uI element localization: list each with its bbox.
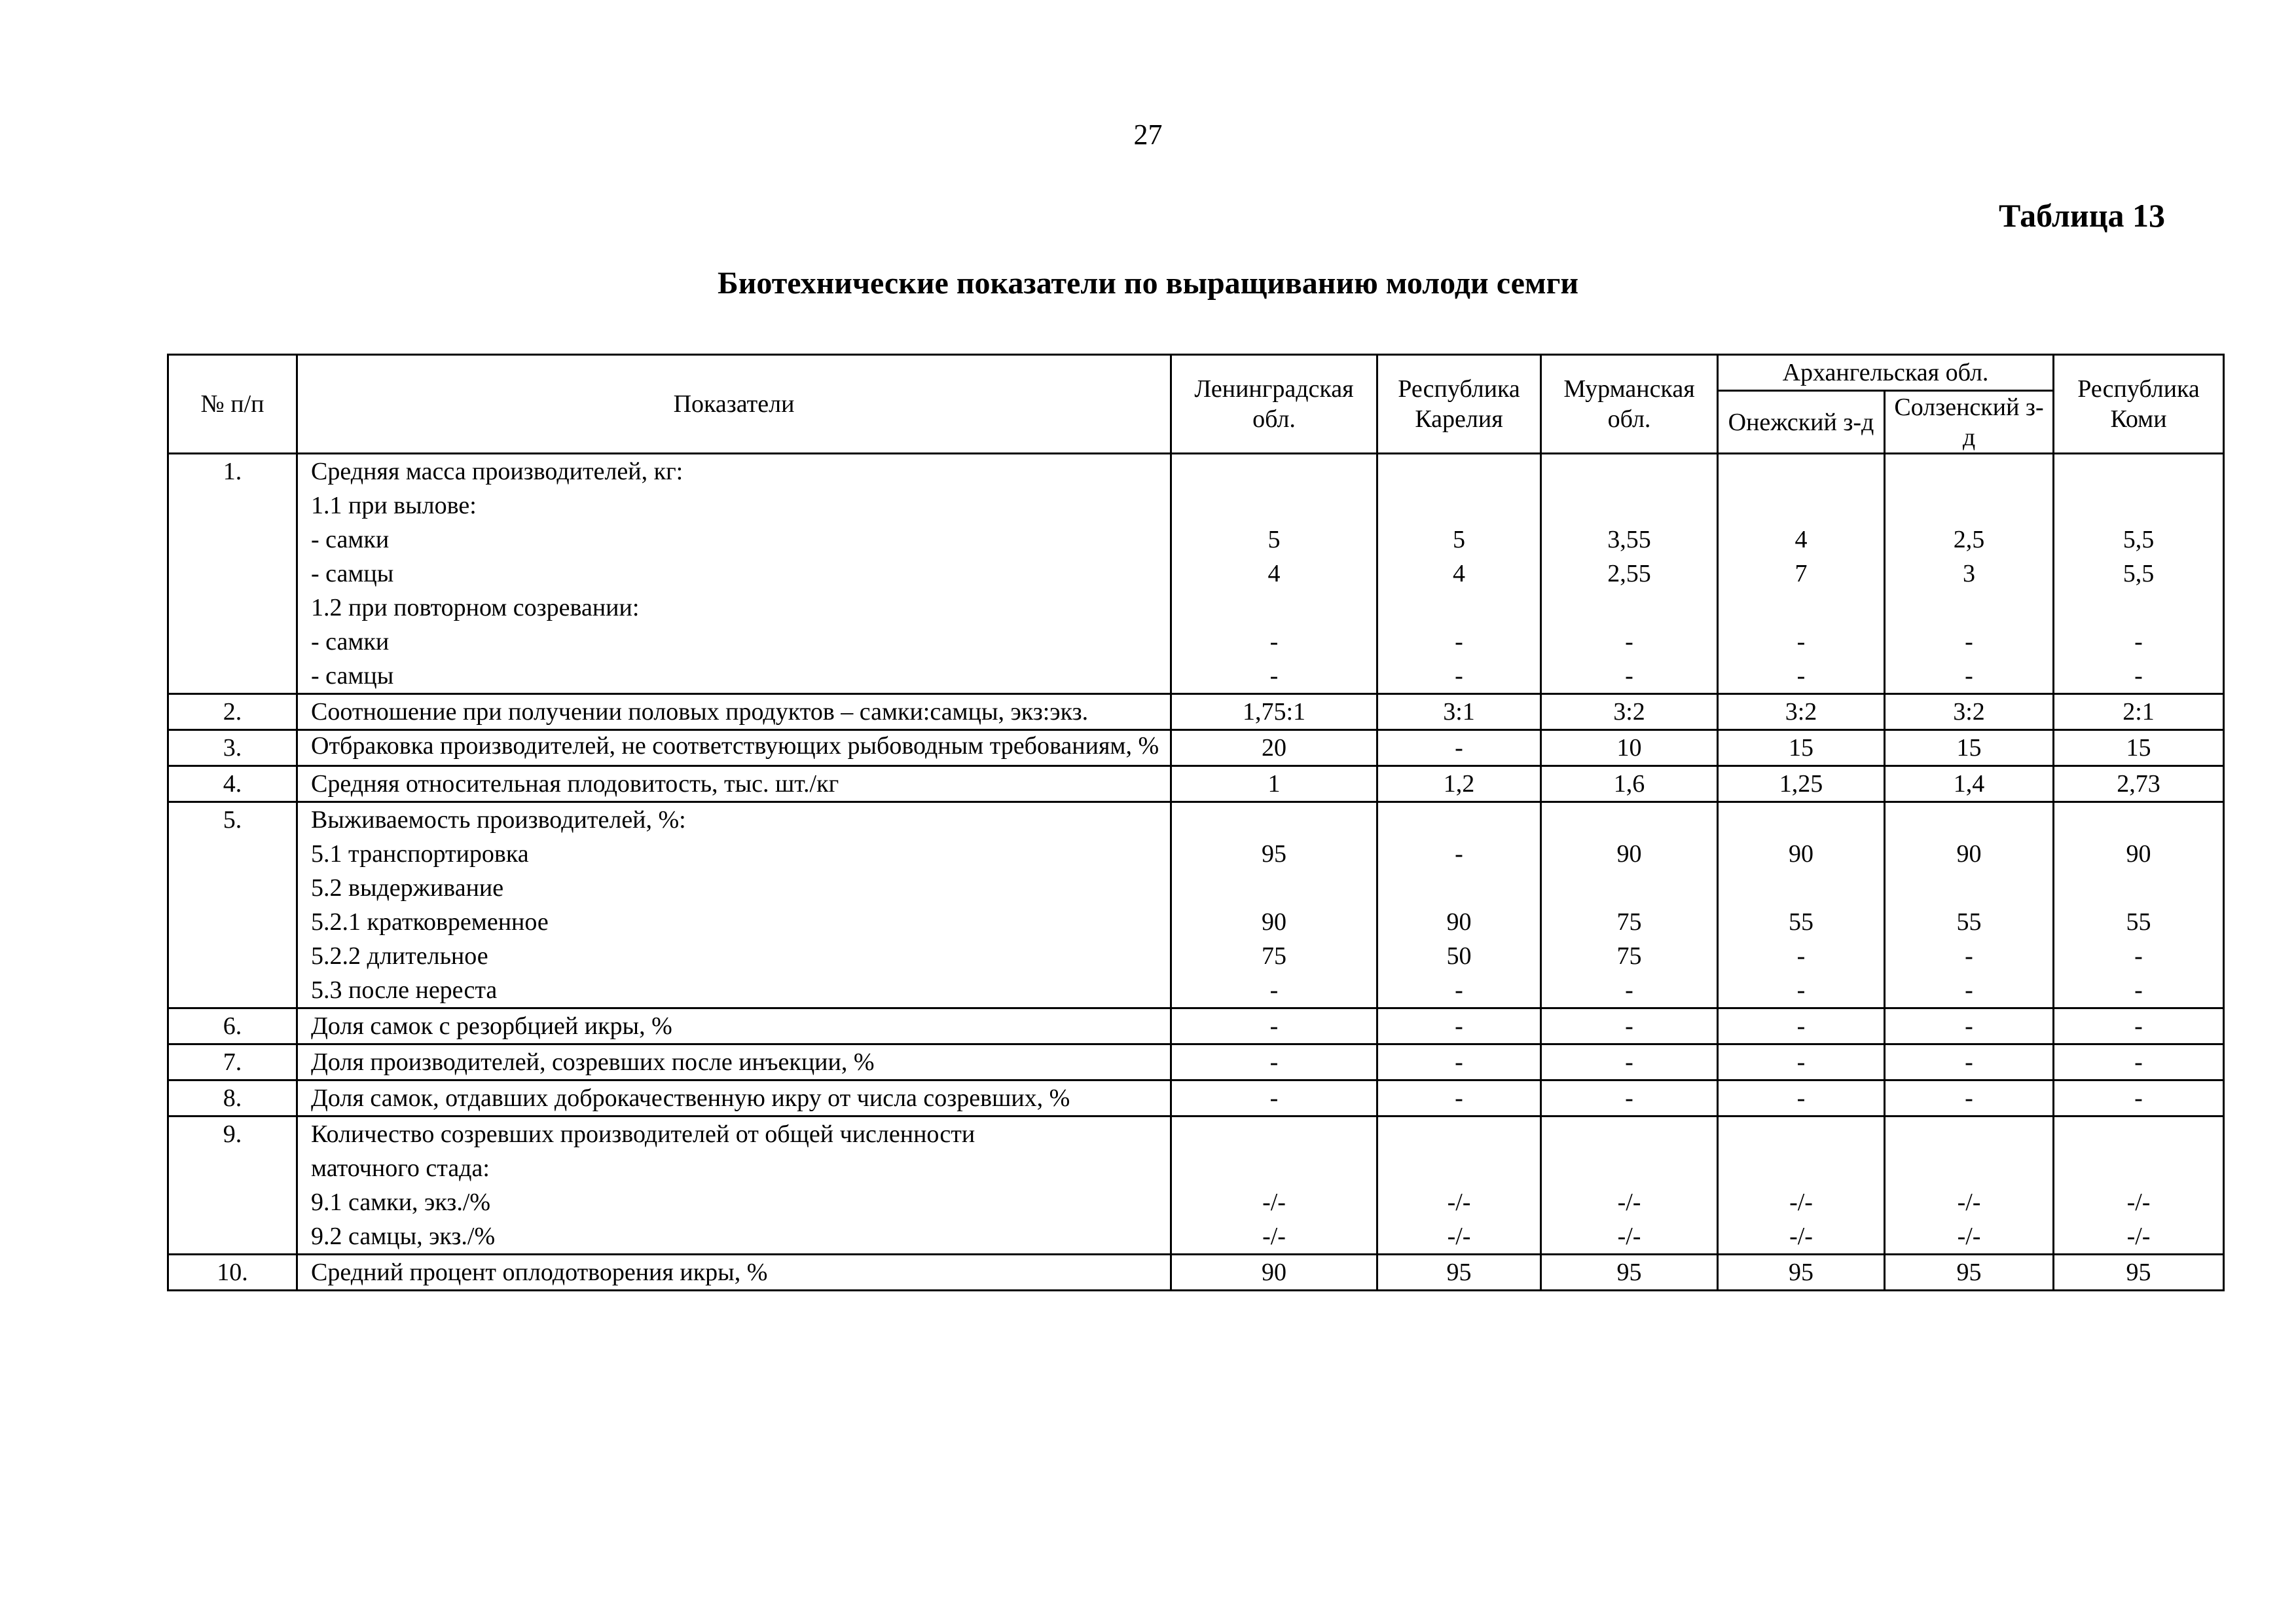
- indicator-line: - самки: [311, 628, 390, 655]
- row-number: 3.: [168, 730, 297, 766]
- row-indicator: [297, 454, 1171, 694]
- value-line: -: [1796, 662, 1806, 690]
- value-cell: -: [1377, 1008, 1541, 1044]
- value-line: 4: [1795, 526, 1808, 553]
- value-cell: -: [1377, 1044, 1541, 1080]
- table-row: [168, 1080, 2224, 1116]
- value-line: -: [2134, 662, 2143, 690]
- value-line: [1176, 803, 1372, 837]
- value-cell: 15: [2054, 730, 2224, 766]
- value-line: 50: [1446, 942, 1472, 970]
- indicator-line: 9.2 самцы, экз./%: [311, 1223, 496, 1250]
- value-line: 95: [1262, 840, 1286, 868]
- value-cell: -: [2054, 1080, 2224, 1116]
- header-komi: Республика Коми: [2054, 355, 2224, 454]
- value-line: 5,5: [2123, 526, 2155, 553]
- value-cell: -: [1171, 1044, 1377, 1080]
- indicator-line: Количество созревших производителей от общей численности: [311, 1120, 975, 1148]
- indicator-line: - самки: [311, 526, 390, 553]
- value-line: -/-: [1447, 1189, 1471, 1216]
- value-line: [1546, 489, 1713, 523]
- value-line: [1546, 591, 1713, 625]
- header-leningrad: Ленинградская обл.: [1171, 355, 1377, 454]
- value-line: 90: [1262, 908, 1286, 936]
- value-line: [1546, 1151, 1713, 1185]
- value-line: -: [1965, 942, 1973, 970]
- value-cell: -: [1718, 1044, 1885, 1080]
- value-line: 75: [1616, 908, 1642, 936]
- value-cell: [1718, 454, 1885, 694]
- row-indicator: [297, 1255, 1171, 1291]
- value-line: [1176, 454, 1372, 489]
- value-cell: [1541, 1116, 1718, 1255]
- value-line: [1382, 1151, 1536, 1185]
- value-line: [2058, 591, 2219, 625]
- value-cell: 95: [1718, 1255, 1885, 1291]
- value-cell: 3:2: [1718, 694, 1885, 730]
- value-cell: 1,75:1: [1171, 694, 1377, 730]
- value-cell: -: [1718, 1008, 1885, 1044]
- value-line: [1722, 591, 1880, 625]
- value-line: -: [1455, 628, 1463, 655]
- value-cell: [1718, 1116, 1885, 1255]
- value-cell: [1718, 802, 1885, 1008]
- value-cell: [1377, 802, 1541, 1008]
- value-line: -: [1625, 662, 1633, 690]
- value-cell: [1171, 1116, 1377, 1255]
- value-line: [1722, 803, 1880, 837]
- value-line: [1176, 871, 1372, 905]
- value-line: -/-: [1617, 1189, 1641, 1216]
- value-cell: 95: [2054, 1255, 2224, 1291]
- indicator-line: 5.2.2 длительное: [311, 942, 488, 970]
- value-cell: -: [1541, 1080, 1718, 1116]
- indicator-text: Соотношение при получении половых продуктов – самки:самцы, экз:экз.: [311, 698, 1089, 726]
- value-line: [1722, 454, 1880, 489]
- header-num: № п/п: [168, 355, 297, 454]
- value-line: 90: [2126, 840, 2151, 868]
- indicator-text: Доля производителей, созревших после инъекции, %: [311, 1048, 875, 1076]
- value-cell: -: [1718, 1080, 1885, 1116]
- value-cell: -: [1377, 730, 1541, 766]
- row-indicator: [297, 802, 1171, 1008]
- value-line: [1889, 1151, 2049, 1185]
- value-line: -/-: [1262, 1189, 1286, 1216]
- row-number: 5.: [168, 802, 297, 1008]
- value-cell: 3:2: [1885, 694, 2054, 730]
- value-line: -: [1269, 662, 1279, 690]
- table-title: Биотехнические показатели по выращиванию молоди семги: [717, 266, 1579, 301]
- value-cell: 1,2: [1377, 766, 1541, 802]
- indicator-line: Выживаемость производителей, %:: [311, 806, 686, 834]
- value-line: [1382, 871, 1536, 905]
- indicator-text: Средняя относительная плодовитость, тыс. шт./кг: [311, 770, 839, 798]
- value-cell: 1,4: [1885, 766, 2054, 802]
- row-number: 2.: [168, 694, 297, 730]
- value-line: -: [1965, 628, 1973, 655]
- value-cell: -: [1541, 1008, 1718, 1044]
- indicator-line: маточного стада:: [311, 1154, 490, 1182]
- row-number: 6.: [168, 1008, 297, 1044]
- table-row: [168, 1255, 2224, 1291]
- value-line: [1546, 454, 1713, 489]
- value-line: [1546, 871, 1713, 905]
- value-cell: -: [2054, 1008, 2224, 1044]
- value-line: 55: [1956, 908, 1982, 936]
- value-line: 90: [1956, 840, 1982, 868]
- value-line: -: [1455, 840, 1463, 868]
- value-cell: [1171, 454, 1377, 694]
- value-line: 7: [1795, 560, 1808, 587]
- value-line: [2058, 803, 2219, 837]
- value-cell: -: [1885, 1044, 2054, 1080]
- value-cell: [1541, 802, 1718, 1008]
- value-line: [1382, 454, 1536, 489]
- table-body: [168, 454, 2224, 1291]
- indicator-line: - самцы: [311, 662, 394, 690]
- indicator-line: 1.2 при повторном созревании:: [311, 594, 640, 621]
- value-cell: 2,73: [2054, 766, 2224, 802]
- table-row: [168, 802, 2224, 1008]
- value-line: -: [2134, 628, 2143, 655]
- indicator-line: 5.1 транспортировка: [311, 840, 529, 868]
- indicator-line: 5.2 выдерживание: [311, 874, 504, 902]
- value-cell: 3:2: [1541, 694, 1718, 730]
- page-number: 27: [1133, 119, 1163, 151]
- value-cell: -: [1885, 1008, 2054, 1044]
- value-line: 2,5: [1953, 526, 1985, 553]
- table-row: [168, 766, 2224, 802]
- value-cell: 1,25: [1718, 766, 1885, 802]
- value-line: -: [1965, 976, 1973, 1004]
- value-line: -: [1965, 662, 1973, 690]
- value-line: [1176, 1151, 1372, 1185]
- value-line: [1176, 591, 1372, 625]
- value-line: -: [2134, 976, 2143, 1004]
- value-line: [2058, 871, 2219, 905]
- indicator-text: Доля самок, отдавших доброкачественную икру от числа созревших, %: [311, 1084, 1070, 1112]
- row-indicator: [297, 766, 1171, 802]
- value-line: -: [1269, 976, 1279, 1004]
- header-arkhangelsk: Архангельская обл.: [1718, 355, 2054, 391]
- value-line: 90: [1446, 908, 1472, 936]
- indicator-text: Средний процент оплодотворения икры, %: [311, 1259, 768, 1286]
- value-line: -: [1796, 942, 1806, 970]
- value-cell: [2054, 802, 2224, 1008]
- table-row: [168, 454, 2224, 694]
- value-line: [1889, 1117, 2049, 1151]
- value-cell: [1885, 454, 2054, 694]
- indicator-line: 1.1 при вылове:: [311, 492, 477, 519]
- row-indicator: [297, 1080, 1171, 1116]
- value-cell: -: [1885, 1080, 2054, 1116]
- value-line: -: [2134, 942, 2143, 970]
- value-line: -: [1625, 628, 1633, 655]
- value-cell: [1377, 454, 1541, 694]
- row-number: 1.: [168, 454, 297, 694]
- value-line: -/-: [1617, 1223, 1641, 1250]
- value-line: [1889, 489, 2049, 523]
- table-row: [168, 1044, 2224, 1080]
- value-line: -: [1455, 976, 1463, 1004]
- header-indicator: Показатели: [297, 355, 1171, 454]
- value-line: -/-: [1447, 1223, 1471, 1250]
- value-line: [1382, 489, 1536, 523]
- value-cell: -: [1171, 1080, 1377, 1116]
- value-line: 90: [1789, 840, 1813, 868]
- value-line: [1889, 454, 2049, 489]
- value-line: [2058, 454, 2219, 489]
- table-row: [168, 1008, 2224, 1044]
- value-cell: -: [1377, 1080, 1541, 1116]
- value-line: 55: [2126, 908, 2151, 936]
- indicator-line: 5.2.1 кратковременное: [311, 908, 549, 936]
- value-line: 5: [1453, 526, 1465, 553]
- value-line: [1382, 1117, 1536, 1151]
- table-row: [168, 1116, 2224, 1255]
- table-label: Таблица 13: [1998, 197, 2165, 234]
- value-cell: 2:1: [2054, 694, 2224, 730]
- value-line: 2,55: [1607, 560, 1651, 587]
- table-row: [168, 730, 2224, 766]
- row-number: 9.: [168, 1116, 297, 1255]
- indicator-text: Доля самок с резорбцией икры, %: [311, 1012, 672, 1040]
- value-line: 3: [1963, 560, 1975, 587]
- value-line: [1722, 1151, 1880, 1185]
- value-cell: -: [1171, 1008, 1377, 1044]
- indicator-line: Средняя масса производителей, кг:: [311, 458, 683, 485]
- table-row: [168, 694, 2224, 730]
- value-line: -: [1455, 662, 1463, 690]
- value-line: [1722, 1117, 1880, 1151]
- value-line: [2058, 1151, 2219, 1185]
- value-line: 55: [1789, 908, 1813, 936]
- value-line: 5: [1267, 526, 1281, 553]
- row-number: 7.: [168, 1044, 297, 1080]
- value-line: [2058, 1117, 2219, 1151]
- value-line: [1176, 1117, 1372, 1151]
- row-indicator: [297, 1044, 1171, 1080]
- value-line: 5,5: [2123, 560, 2155, 587]
- value-line: 3,55: [1607, 526, 1651, 553]
- value-cell: 95: [1377, 1255, 1541, 1291]
- row-number: 10.: [168, 1255, 297, 1291]
- row-number: 8.: [168, 1080, 297, 1116]
- value-line: -/-: [1957, 1223, 1981, 1250]
- value-line: [1889, 803, 2049, 837]
- value-line: [1546, 1117, 1713, 1151]
- value-line: -: [1796, 628, 1806, 655]
- value-cell: [1377, 1116, 1541, 1255]
- header-onezhsky: Онежский з-д: [1718, 391, 1885, 454]
- header-murmansk: Мурманская обл.: [1541, 355, 1718, 454]
- row-indicator: [297, 1008, 1171, 1044]
- indicator-line: 9.1 самки, экз./%: [311, 1189, 491, 1216]
- value-line: [1722, 489, 1880, 523]
- value-line: [1889, 871, 2049, 905]
- value-cell: [2054, 1116, 2224, 1255]
- value-line: [1176, 489, 1372, 523]
- value-line: -: [1625, 976, 1633, 1004]
- value-cell: 3:1: [1377, 694, 1541, 730]
- value-line: -/-: [1789, 1223, 1813, 1250]
- value-cell: 95: [1541, 1255, 1718, 1291]
- indicator-line: 5.3 после нереста: [311, 976, 498, 1004]
- value-cell: [1541, 454, 1718, 694]
- value-cell: 95: [1885, 1255, 2054, 1291]
- value-line: 75: [1616, 942, 1642, 970]
- value-line: -: [1796, 976, 1806, 1004]
- value-line: [1889, 591, 2049, 625]
- value-cell: [1885, 1116, 2054, 1255]
- header-karelia: Республика Карелия: [1377, 355, 1541, 454]
- value-line: 4: [1453, 560, 1465, 587]
- value-line: -/-: [2126, 1223, 2151, 1250]
- value-line: [1382, 591, 1536, 625]
- row-indicator: [297, 694, 1171, 730]
- indicator-text: Отбраковка производителей, не соответствующих рыбоводным требованиям, %: [311, 732, 1159, 760]
- row-number: 4.: [168, 766, 297, 802]
- value-line: 90: [1616, 840, 1642, 868]
- value-line: -: [1269, 628, 1279, 655]
- row-indicator: [297, 1116, 1171, 1255]
- value-cell: 1,6: [1541, 766, 1718, 802]
- value-line: 4: [1267, 560, 1281, 587]
- indicators-table: [167, 354, 2225, 1291]
- value-cell: -: [1541, 1044, 1718, 1080]
- value-cell: -: [2054, 1044, 2224, 1080]
- value-cell: 15: [1718, 730, 1885, 766]
- value-cell: [1171, 802, 1377, 1008]
- value-cell: [1885, 802, 2054, 1008]
- value-line: [1722, 871, 1880, 905]
- value-line: [1546, 803, 1713, 837]
- header-solzensky: Солзенский з-д: [1885, 391, 2054, 454]
- value-cell: 90: [1171, 1255, 1377, 1291]
- value-line: -/-: [2126, 1189, 2151, 1216]
- value-line: -/-: [1957, 1189, 1981, 1216]
- value-line: [2058, 489, 2219, 523]
- value-line: [1382, 803, 1536, 837]
- value-cell: 10: [1541, 730, 1718, 766]
- value-line: 75: [1262, 942, 1286, 970]
- row-indicator: [297, 730, 1171, 766]
- value-cell: 15: [1885, 730, 2054, 766]
- value-cell: 20: [1171, 730, 1377, 766]
- value-cell: [2054, 454, 2224, 694]
- value-line: -/-: [1262, 1223, 1286, 1250]
- value-cell: 1: [1171, 766, 1377, 802]
- value-line: -/-: [1789, 1189, 1813, 1216]
- indicator-line: - самцы: [311, 560, 394, 587]
